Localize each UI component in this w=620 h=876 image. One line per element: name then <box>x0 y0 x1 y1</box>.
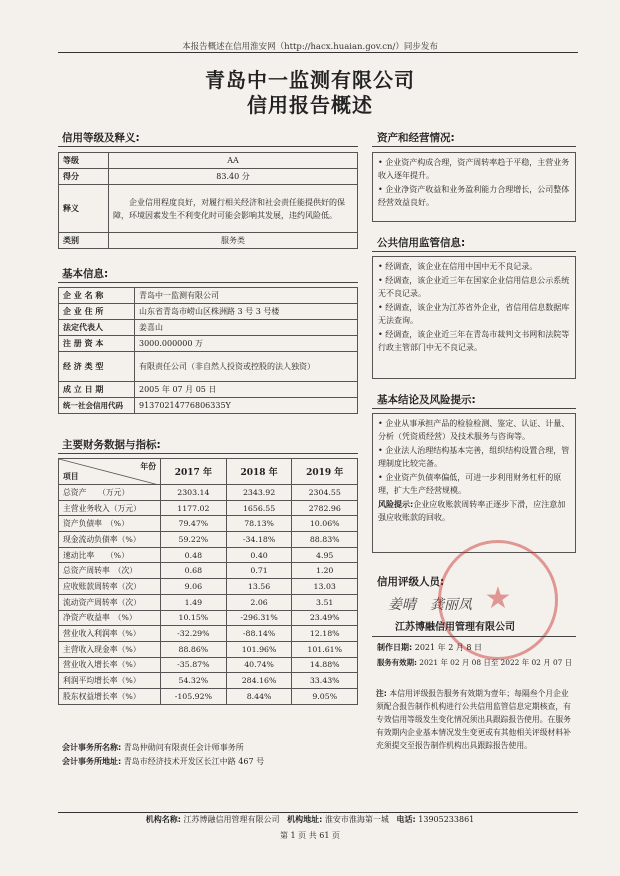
fin-value: 1177.02 <box>161 500 227 516</box>
service-period-value: 2021 年 02 月 08 日至 2022 年 02 月 07 日 <box>419 658 573 667</box>
fin-item: 营业收入增长率（%） <box>59 657 161 673</box>
basic-heading: 基本信息: <box>62 268 109 280</box>
fin-value: 1.20 <box>292 563 358 579</box>
table-row <box>59 657 358 673</box>
fin-item: 总资产周转率 （次） <box>59 563 161 579</box>
fin-value: 8.44% <box>226 688 292 704</box>
fin-value: 1656.55 <box>226 500 292 516</box>
report-title: 信用报告概述 <box>247 93 373 117</box>
table-row <box>59 610 358 626</box>
fin-value: 3.51 <box>292 594 358 610</box>
grade-table <box>58 152 358 249</box>
fin-heading: 主要财务数据与指标: <box>62 439 161 451</box>
table-row <box>59 320 358 336</box>
fin-value: 88.86% <box>161 641 227 657</box>
fin-item: 主营业务收入（万元） <box>59 500 161 516</box>
public-heading: 公共信用监管信息: <box>377 237 466 249</box>
page-number: 第 1 页 共 61 页 <box>280 831 340 840</box>
accounting-firm-value: 青岛仲勋问有限责任会计师事务所 <box>123 743 244 752</box>
fin-value: 2303.14 <box>161 485 227 501</box>
basic-label: 注 册 资 本 <box>59 336 135 352</box>
meaning-label: 释义 <box>59 185 109 233</box>
table-row <box>59 547 358 563</box>
corner-item: 项目 <box>63 472 79 481</box>
seal-star-icon: ★ <box>484 581 512 616</box>
table-row <box>59 352 358 382</box>
score-value: 83.40 分 <box>109 169 358 185</box>
assets-heading: 资产和经营情况: <box>377 132 455 144</box>
fin-value: 2782.96 <box>292 500 358 516</box>
public-box <box>372 256 576 379</box>
public-rule <box>372 251 576 252</box>
note-block <box>376 687 572 752</box>
table-row <box>59 594 358 610</box>
table-row <box>59 153 358 169</box>
fin-value: 2304.55 <box>292 485 358 501</box>
basic-label: 企 业 住 所 <box>59 304 135 320</box>
fin-body <box>59 485 358 705</box>
corner-cell <box>59 459 161 485</box>
year-header: 2018 年 <box>226 459 292 485</box>
table-row <box>59 233 358 249</box>
company-title: 青岛中一监测有限公司 <box>205 68 415 92</box>
table-row <box>59 563 358 579</box>
grade-rule <box>58 146 358 147</box>
basic-value: 山东省青岛市崂山区株洲路 3 号 3 号楼 <box>135 304 358 320</box>
fin-value: -32.29% <box>161 626 227 642</box>
list-item: • 经调查，该企业近三年在国家企业信用信息公示系统无不良记录。 <box>378 276 570 298</box>
fin-value: 101.96% <box>226 641 292 657</box>
basic-label: 法定代表人 <box>59 320 135 336</box>
list-item: • 企业净资产收益和业务盈利能力合理增长，公司整体经营效益良好。 <box>378 185 570 207</box>
risk-tip <box>378 498 570 524</box>
addr-value: 淮安市淮海第一城 <box>324 815 389 824</box>
table-row <box>59 382 358 398</box>
fin-value: -88.14% <box>226 626 292 642</box>
fin-value: 23.49% <box>292 610 358 626</box>
fin-value: 78.13% <box>226 516 292 532</box>
conclusion-heading: 基本结论及风险提示: <box>377 394 476 406</box>
list-item: • 企业资产负债率偏低，可进一步利用财务杠杆的原理，扩大生产经营规模。 <box>378 473 562 495</box>
make-date <box>377 642 482 653</box>
basic-value: 姜喜山 <box>135 320 358 336</box>
score-label: 得分 <box>59 169 109 185</box>
fin-value: 54.32% <box>161 673 227 689</box>
fin-value: -296.31% <box>226 610 292 626</box>
fin-value: 0.71 <box>226 563 292 579</box>
year-header: 2017 年 <box>161 459 227 485</box>
fin-value: 101.61% <box>292 641 358 657</box>
service-period-label: 服务有效期: <box>377 658 417 667</box>
table-row <box>59 516 358 532</box>
fin-value: -105.92% <box>161 688 227 704</box>
header-note: 本报告概述在信用淮安网（http://hacx.huaian.gov.cn/）同步发布 <box>182 42 438 52</box>
fin-item: 净资产收益率 （%） <box>59 610 161 626</box>
list-item: • 企业资产构成合理，资产周转率趋于平稳，主营业务收入逐年提升。 <box>378 158 570 180</box>
addr-label: 机构地址: <box>287 815 323 824</box>
fin-value: 2.06 <box>226 594 292 610</box>
header-rule <box>58 52 578 53</box>
year-header: 2019 年 <box>292 459 358 485</box>
risk-text: 企业应收账款周转率正逐步下滑，应注意加强应收账款的回收。 <box>378 500 566 522</box>
basic-value: 3000.000000 万 <box>135 336 358 352</box>
rating-rule <box>372 636 576 637</box>
make-date-value: 2021 年 2 月 8 日 <box>414 643 483 652</box>
org-value: 江苏博融信用管理有限公司 <box>183 815 280 824</box>
make-date-label: 制作日期: <box>377 643 413 652</box>
list-item: • 企业法人治理结构基本完善，组织结构设置合理，管理制度比较完备。 <box>378 446 570 468</box>
basic-label: 成 立 日 期 <box>59 382 135 398</box>
accounting-firm <box>62 742 244 753</box>
table-row <box>59 169 358 185</box>
accounting-addr-label: 会计事务所地址: <box>62 757 122 766</box>
fin-rule <box>58 453 358 454</box>
fin-item: 总资产 （万元） <box>59 485 161 501</box>
grade-heading: 信用等级及释义: <box>62 132 140 144</box>
fin-value: -34.18% <box>226 532 292 548</box>
phone-label: 电话: <box>396 815 416 824</box>
fin-value: 2343.92 <box>226 485 292 501</box>
rating-heading: 信用评级人员: <box>377 576 445 588</box>
fin-item: 应收账款周转率（次） <box>59 579 161 595</box>
conclusion-box <box>372 413 576 553</box>
fin-item: 主营收入现金率（%） <box>59 641 161 657</box>
fin-value: -35.87% <box>161 657 227 673</box>
basic-table <box>58 287 358 414</box>
fin-value: 13.03 <box>292 579 358 595</box>
list-item: • 经调查，该企业近三年在青岛市裁判文书网和法院等行政主管部门中无不良记录。 <box>378 330 570 352</box>
conclusion-rule <box>372 408 576 409</box>
table-row <box>59 185 358 233</box>
fin-value: 284.16% <box>226 673 292 689</box>
table-row <box>59 688 358 704</box>
phone-value: 13905233861 <box>418 815 475 824</box>
fin-value: 40.74% <box>226 657 292 673</box>
fin-value: 10.06% <box>292 516 358 532</box>
list-item: • 企业从事承担产品的检验检测、鉴定、认证、计量、分析（凭资质经营）及技术服务与咨询等。 <box>378 419 570 441</box>
basic-label: 企 业 名 称 <box>59 288 135 304</box>
basic-value: 青岛中一监测有限公司 <box>135 288 358 304</box>
table-row <box>59 500 358 516</box>
fin-value: 14.88% <box>292 657 358 673</box>
basic-label: 统一社会信用代码 <box>59 398 135 414</box>
assets-rule <box>372 146 576 147</box>
grade-value: AA <box>109 153 358 169</box>
table-row <box>59 288 358 304</box>
table-row <box>59 304 358 320</box>
fin-value: 0.68 <box>161 563 227 579</box>
category-label: 类别 <box>59 233 109 249</box>
fin-value: 79.47% <box>161 516 227 532</box>
accounting-addr <box>62 756 264 767</box>
accounting-addr-value: 青岛市经济技术开发区长江中路 467 号 <box>123 757 265 766</box>
rating-company: 江苏博融信用管理有限公司 <box>395 622 515 633</box>
fin-value: 33.43% <box>292 673 358 689</box>
fin-item: 股东权益增长率（%） <box>59 688 161 704</box>
fin-value: 0.40 <box>226 547 292 563</box>
fin-value: 59.22% <box>161 532 227 548</box>
service-period <box>377 657 572 668</box>
table-row <box>59 641 358 657</box>
note-label: 注: <box>376 689 387 698</box>
fin-item: 现金流动负债率（%） <box>59 532 161 548</box>
meaning-value: 企业信用程度良好，对履行相关经济和社会责任能提供好的保障，环境因素发生不利变化时可能会影响其发展，违约风险低。 <box>109 185 358 233</box>
table-row <box>59 626 358 642</box>
table-row <box>59 485 358 501</box>
risk-label: 风险提示: <box>378 500 414 509</box>
corner-year: 年份 <box>140 462 156 471</box>
grade-label: 等级 <box>59 153 109 169</box>
org-label: 机构名称: <box>145 815 181 824</box>
accounting-firm-label: 会计事务所名称: <box>62 743 122 752</box>
table-row <box>59 336 358 352</box>
signatures: 姜晴 龚丽凤 <box>388 597 472 613</box>
basic-label: 经 济 类 型 <box>59 352 135 382</box>
fin-value: 1.49 <box>161 594 227 610</box>
fin-item: 流动资产周转率（次） <box>59 594 161 610</box>
fin-value: 9.06 <box>161 579 227 595</box>
fin-value: 12.18% <box>292 626 358 642</box>
fin-value: 9.05% <box>292 688 358 704</box>
basic-value: 有限责任公司（非自然人投资或控股的法人独资） <box>135 352 358 382</box>
list-item: • 经调查，该企业为江苏省外企业，省信用信息数据库无法查询。 <box>378 303 570 325</box>
table-row <box>59 673 358 689</box>
assets-box <box>372 152 576 222</box>
fin-item: 营业收入利润率（%） <box>59 626 161 642</box>
fin-value: 13.56 <box>226 579 292 595</box>
category-value: 服务类 <box>109 233 358 249</box>
fin-item: 速动比率 （%） <box>59 547 161 563</box>
list-item: • 经调查，该企业在信用中国中无不良记录。 <box>378 262 538 271</box>
footer-rule <box>58 812 578 813</box>
table-row <box>59 579 358 595</box>
fin-item: 资产负债率 （%） <box>59 516 161 532</box>
fin-item: 利润平均增长率（%） <box>59 673 161 689</box>
footer-info <box>0 814 620 825</box>
basic-value: 2005 年 07 月 05 日 <box>135 382 358 398</box>
fin-value: 10.15% <box>161 610 227 626</box>
fin-value: 88.83% <box>292 532 358 548</box>
basic-rule <box>58 282 358 283</box>
table-row <box>59 532 358 548</box>
fin-value: 0.48 <box>161 547 227 563</box>
basic-value: 91370214776806335Y <box>135 398 358 414</box>
fin-table <box>58 458 358 705</box>
table-row <box>59 398 358 414</box>
table-header-row <box>59 459 358 485</box>
note-text: 本信用评级报告服务有效期为壹年；每隔叁个月企业须配合报告制作机构进行公共信用监管信息定期核查，有专效信用等级发生变化情况须出具跟踪报告使用。在服务有效期内企业基本情况发生变更或有其他相关评级材料补充须提交至报告制作机构出具跟踪报告使用。 <box>376 689 571 750</box>
fin-value: 4.95 <box>292 547 358 563</box>
